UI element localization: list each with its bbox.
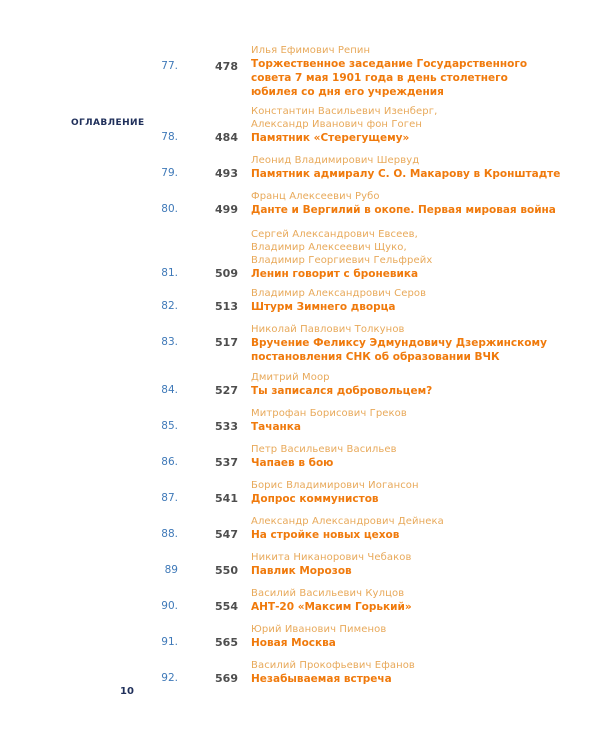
entry-title: Незабываемая встреча — [251, 673, 392, 685]
entry-title: Штурм Зимнего дворца — [251, 301, 396, 313]
entry-number: 78. — [161, 131, 178, 143]
entry-text — [251, 587, 591, 614]
entry-number: 83. — [161, 336, 178, 348]
entry-title: Ленин говорит с броневика — [251, 268, 419, 280]
entry-artist: Петр Васильевич Васильев — [251, 444, 397, 455]
toc-section-title: ОГЛАВЛЕНИЕ — [71, 118, 145, 128]
entry-artist: Леонид Владимирович Шервуд — [251, 155, 420, 166]
entry-title: Торжественное заседание Государственного совета 7 мая 1901 года в день столетнего юбилея со дня его учреждения — [251, 58, 528, 98]
entry-number: 88. — [161, 528, 178, 540]
entry-title: Допрос коммунистов — [251, 493, 379, 505]
entry-page: 513 — [215, 300, 238, 313]
entry-number: 80. — [161, 203, 178, 215]
entry-title: Ты записался добровольцем? — [251, 385, 433, 397]
entry-text — [251, 479, 591, 506]
entry-page: 527 — [215, 384, 238, 397]
entry-page: 541 — [215, 492, 238, 505]
entry-number: 90. — [161, 600, 178, 612]
entry-number: 85. — [161, 420, 178, 432]
entry-number: 79. — [161, 167, 178, 179]
entry-number: 82. — [161, 300, 178, 312]
entry-artist: Юрий Иванович Пименов — [251, 624, 387, 635]
entry-page: 499 — [215, 203, 238, 216]
entry-page: 484 — [215, 131, 238, 144]
entry-artist: Илья Ефимович Репин — [251, 45, 371, 56]
entry-artist: Франц Алексеевич Рубо — [251, 191, 380, 202]
entry-artist: Константин Васильевич Изенберг, Александр Иванович фон Гоген — [251, 106, 438, 130]
entry-page: 537 — [215, 456, 238, 469]
entry-artist: Сергей Александрович Евсеев, Владимир Алексеевич Щуко, Владимир Георгиевич Гельфрейх — [251, 229, 433, 266]
entry-artist: Василий Прокофьевич Ефанов — [251, 660, 415, 671]
entry-text — [251, 228, 591, 281]
entry-page: 509 — [215, 267, 238, 280]
entry-number: 84. — [161, 384, 178, 396]
entry-page: 493 — [215, 167, 238, 180]
entry-title: Памятник «Стерегущему» — [251, 132, 410, 144]
entry-text — [251, 190, 591, 217]
entry-text — [251, 105, 591, 145]
entry-title: Вручение Феликсу Эдмундовичу Дзержинскому постановления СНК об образовании ВЧК — [251, 337, 547, 363]
entry-text — [251, 323, 591, 364]
entry-title: АНТ-20 «Максим Горький» — [251, 601, 412, 613]
entry-number: 87. — [161, 492, 178, 504]
entry-title: Памятник адмиралу С. О. Макарову в Кронштадте — [251, 168, 561, 180]
entry-page: 517 — [215, 336, 238, 349]
entry-artist: Митрофан Борисович Греков — [251, 408, 407, 419]
entry-text — [251, 44, 591, 99]
entry-text — [251, 659, 591, 686]
entry-page: 554 — [215, 600, 238, 613]
entry-page: 565 — [215, 636, 238, 649]
entry-artist: Владимир Александрович Серов — [251, 288, 427, 299]
entry-text — [251, 443, 591, 470]
entry-title: Тачанка — [251, 421, 302, 433]
entry-text — [251, 287, 591, 314]
entry-title: Данте и Вергилий в окопе. Первая мировая война — [251, 204, 556, 216]
entry-number: 77. — [161, 60, 178, 72]
entry-artist: Николай Павлович Толкунов — [251, 324, 405, 335]
entry-text — [251, 407, 591, 434]
entry-artist: Дмитрий Моор — [251, 372, 330, 383]
entry-text — [251, 154, 591, 181]
entry-page: 478 — [215, 60, 238, 73]
entry-artist: Василий Васильевич Кулцов — [251, 588, 405, 599]
entry-title: Новая Москва — [251, 637, 336, 649]
entry-number: 91. — [161, 636, 178, 648]
entry-page: 569 — [215, 672, 238, 685]
entry-text — [251, 551, 591, 578]
entry-title: Павлик Морозов — [251, 565, 352, 577]
entry-text — [251, 515, 591, 542]
entry-text — [251, 623, 591, 650]
entry-artist: Никита Никанорович Чебаков — [251, 552, 412, 563]
entry-number: 89 — [164, 564, 178, 576]
entry-text — [251, 371, 591, 398]
entry-page: 533 — [215, 420, 238, 433]
entry-number: 86. — [161, 456, 178, 468]
entry-number: 81. — [161, 267, 178, 279]
entry-number: 92. — [161, 672, 178, 684]
page-number: 10 — [120, 686, 134, 697]
entry-artist: Александр Александрович Дейнека — [251, 516, 444, 527]
entry-page: 550 — [215, 564, 238, 577]
entry-artist: Борис Владимирович Иогансон — [251, 480, 419, 491]
entry-title: Чапаев в бою — [251, 457, 334, 469]
entry-title: На стройке новых цехов — [251, 529, 400, 541]
entry-page: 547 — [215, 528, 238, 541]
